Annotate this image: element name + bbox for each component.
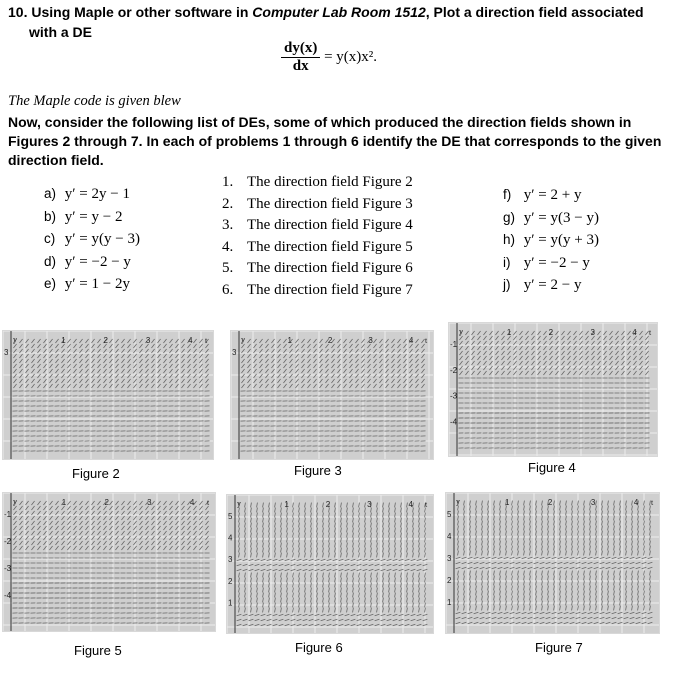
y-tick-label: -2: [450, 365, 458, 375]
x-tick-label: 2: [327, 336, 333, 345]
problem-item-2: 2. The direction field Figure 3: [222, 195, 413, 212]
figure-3-plot: [230, 330, 434, 460]
de-item-g: g) y′ = y(3 − y): [503, 209, 599, 226]
y-tick-label: 5: [447, 510, 452, 519]
y-tick-label: -1: [4, 510, 12, 519]
lab-room: Computer Lab Room 1512: [252, 4, 426, 20]
y-axis-label: y: [456, 497, 460, 506]
figure-4-caption: Figure 4: [528, 460, 576, 475]
de-item-d: d) y′ = −2 − y: [44, 253, 131, 270]
t-axis-label: t: [207, 498, 210, 507]
y-tick-label: 1: [228, 598, 233, 608]
fraction-numerator: dy(x): [281, 40, 320, 58]
x-tick-label: 3: [368, 336, 373, 345]
de-item-h: h) y′ = y(y + 3): [503, 232, 599, 248]
x-tick-label: 1: [504, 498, 510, 507]
heading-line-2: with a DE: [29, 24, 93, 40]
y-tick-label: -4: [4, 591, 12, 600]
de-item-e: e) y′ = 1 − 2y: [44, 276, 130, 292]
y-tick-label: 1: [447, 598, 452, 607]
t-axis-label: t: [651, 498, 654, 507]
x-tick-label: 2: [103, 336, 108, 345]
x-tick-label: 4: [188, 336, 193, 345]
para-line-1: Now, consider the following list of DEs, some of which produced the direction fields shown in: [8, 114, 632, 130]
x-tick-label: 3: [590, 328, 595, 337]
y-tick-label: 3: [232, 348, 237, 357]
y-tick-label: -3: [450, 391, 458, 401]
y-tick-label: 5: [228, 512, 233, 521]
x-tick-label: 2: [548, 328, 554, 337]
figure-2-caption: Figure 2: [72, 466, 120, 481]
problem-item-4: 4. The direction field Figure 5: [222, 238, 413, 255]
y-axis-label: y: [237, 499, 241, 508]
problem-heading: [8, 3, 678, 21]
direction-field-svg: [3, 331, 213, 459]
y-tick-label: 3: [228, 555, 233, 565]
y-tick-label: 4: [447, 532, 452, 541]
x-tick-label: 3: [145, 336, 151, 345]
de-item-c: c) y′ = y(y − 3): [44, 231, 140, 247]
t-axis-label: t: [425, 336, 428, 345]
x-tick-label: 4: [408, 500, 413, 509]
y-tick-label: -3: [4, 564, 12, 573]
y-tick-label: -2: [4, 537, 12, 546]
maple-note: The Maple code is given blew: [8, 93, 181, 109]
figure-5-caption: Figure 5: [74, 643, 122, 658]
x-tick-label: 1: [284, 500, 289, 509]
direction-field-svg: [3, 493, 215, 631]
y-tick-label: 2: [228, 576, 233, 586]
x-tick-label: 1: [61, 336, 66, 345]
figure-3-caption: Figure 3: [294, 463, 342, 478]
x-tick-label: 2: [547, 498, 553, 507]
direction-field-svg: [231, 331, 433, 459]
y-tick-label: 2: [447, 576, 452, 585]
de-item-a: a) y′ = 2y − 1: [44, 186, 130, 202]
para-line-3: direction field.: [8, 152, 104, 168]
x-tick-label: 1: [61, 498, 67, 507]
x-tick-label: 4: [633, 498, 639, 507]
y-tick-label: 3: [4, 348, 9, 357]
heading-text-b: , Plot a direction field associated: [425, 4, 644, 20]
problem-item-3: 3. The direction field Figure 4: [222, 217, 413, 233]
x-tick-label: 3: [367, 500, 372, 509]
ode-equation: [281, 40, 377, 75]
y-axis-label: y: [459, 327, 463, 336]
problem-item-1: 1. The direction field Figure 2: [222, 174, 413, 190]
x-tick-label: 4: [408, 336, 414, 345]
figure-6-caption: Figure 6: [295, 640, 343, 655]
de-item-b: b) y′ = y − 2: [44, 208, 123, 225]
problem-item-6: 6. The direction field Figure 7: [222, 281, 413, 298]
x-tick-label: 2: [104, 498, 109, 507]
x-tick-label: 4: [632, 328, 637, 337]
figure-4-plot: [448, 322, 658, 457]
y-tick-label: -1: [450, 340, 458, 349]
para-line-2: Figures 2 through 7. In each of problems 1 through 6 identify the DE that corresponds to the given: [8, 133, 662, 149]
x-tick-label: 1: [287, 336, 292, 345]
t-axis-label: t: [425, 500, 428, 509]
derivative-fraction: [281, 40, 320, 75]
direction-field-svg: [227, 495, 433, 633]
direction-field-svg: [449, 323, 657, 456]
x-tick-label: 1: [506, 328, 512, 337]
direction-field-svg: [446, 493, 659, 633]
figure-5-plot: [2, 492, 216, 632]
problem-item-5: 5. The direction field Figure 6: [222, 260, 413, 276]
x-tick-label: 2: [325, 500, 331, 509]
problem-number: 10.: [8, 4, 28, 20]
x-tick-label: 4: [189, 498, 195, 507]
de-list-left: [44, 183, 140, 296]
y-tick-label: -4: [450, 417, 458, 427]
y-tick-label: 3: [447, 554, 452, 563]
de-item-f: f) y′ = 2 + y: [503, 187, 582, 203]
x-tick-label: 3: [590, 498, 596, 507]
problem-list: [222, 172, 413, 301]
y-axis-label: y: [13, 335, 17, 344]
de-list-right: [503, 184, 599, 297]
t-axis-label: t: [205, 336, 208, 345]
fraction-denominator: dx: [292, 58, 309, 74]
figure-6-plot: [226, 494, 434, 634]
y-axis-label: y: [241, 335, 245, 344]
figure-7-plot: [445, 492, 660, 634]
y-tick-label: 4: [228, 533, 233, 543]
figure-2-plot: [2, 330, 214, 460]
equation-rhs: = y(x)x².: [324, 49, 378, 65]
figure-7-caption: Figure 7: [535, 640, 583, 655]
y-axis-label: y: [13, 497, 17, 506]
de-item-j: j) y′ = 2 − y: [503, 277, 582, 293]
t-axis-label: t: [649, 328, 652, 337]
x-tick-label: 3: [147, 498, 152, 507]
heading-text-a: Using Maple or other software in: [31, 4, 253, 20]
de-item-i: i) y′ = −2 − y: [503, 254, 590, 271]
